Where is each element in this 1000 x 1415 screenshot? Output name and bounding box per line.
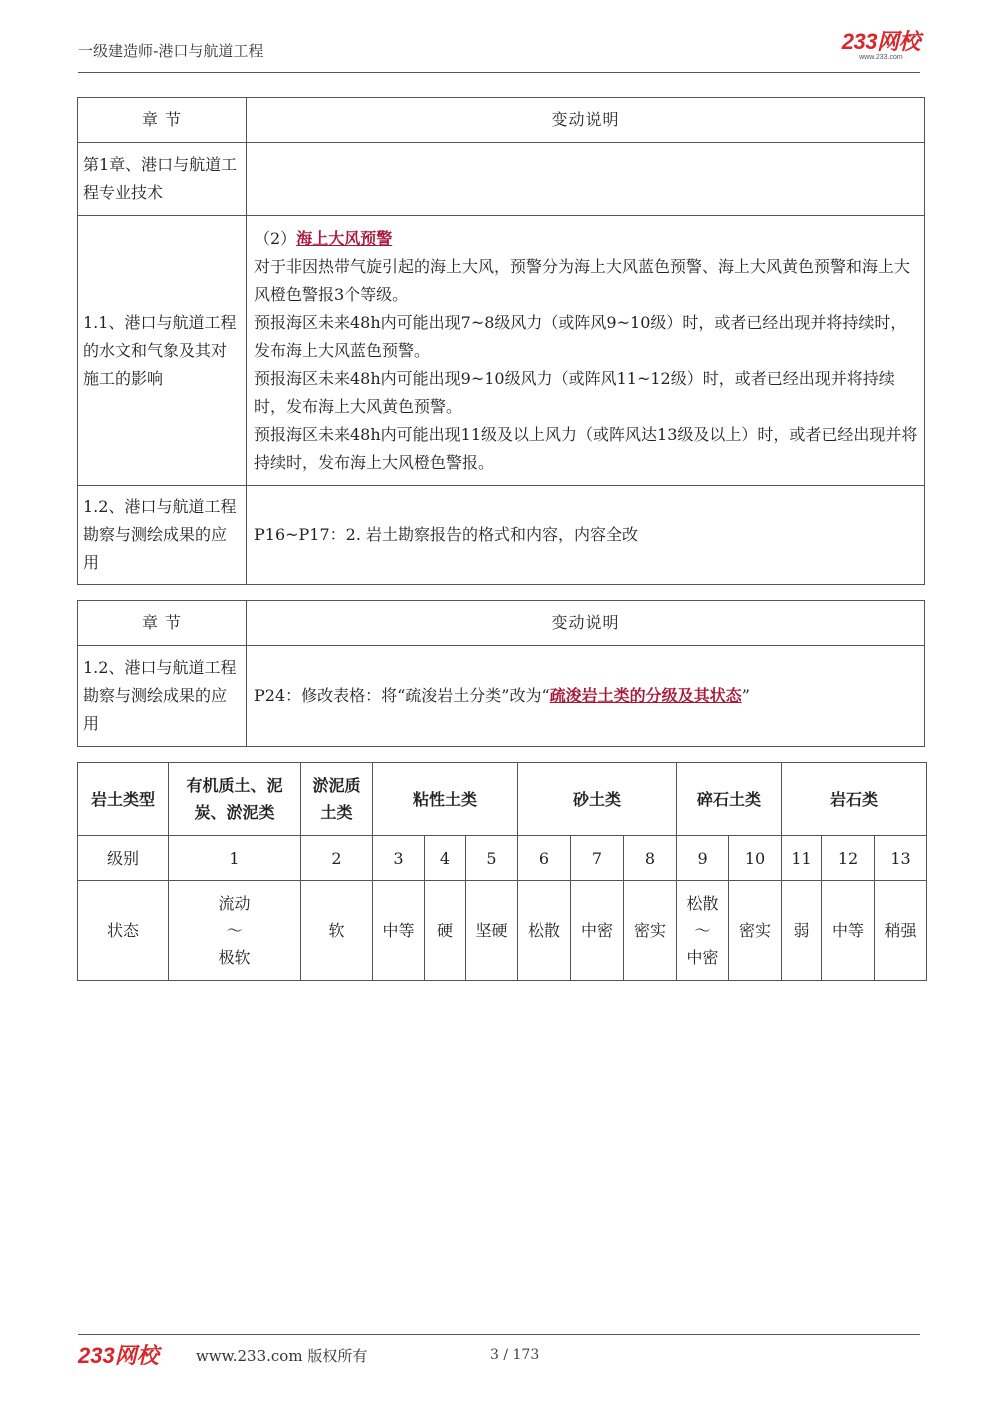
row-label-type: 岩土类型 [78, 763, 169, 836]
footer-copyright: www.233.com 版权所有 [196, 1347, 368, 1365]
soil-type-cell: 粘性土类 [373, 763, 518, 836]
paragraph: 预报海区未来48h内可能出现9~10级风力（或阵风11~12级）时，或者已经出现并将持续时，发布海上大风黄色预警。 [254, 368, 895, 416]
grade-cell: 1 [169, 836, 301, 881]
state-cell: 硬 [425, 881, 466, 981]
chapter-cell: 1.2、港口与航道工程勘察与测绘成果的应用 [78, 646, 247, 747]
row-label-state: 状态 [78, 881, 169, 981]
soil-type-cell: 岩石类 [782, 763, 927, 836]
table-header-row [78, 98, 925, 143]
state-cell: 软 [301, 881, 373, 981]
paragraph: 对于非因热带气旋引起的海上大风，预警分为海上大风蓝色预警、海上大风黄色预警和海上大风橙色警报3个等级。 [254, 256, 911, 304]
col-header-change: 变动说明 [247, 601, 925, 646]
row-label-grade: 级别 [78, 836, 169, 881]
state-cell: 松散 [518, 881, 571, 981]
soil-classification-table [77, 762, 927, 981]
chapter-cell: 第1章、港口与航道工程专业技术 [78, 143, 247, 216]
state-cell: 中等 [373, 881, 425, 981]
state-cell: 坚硬 [466, 881, 518, 981]
page-header [78, 30, 920, 73]
soil-type-cell: 砂土类 [518, 763, 677, 836]
change-cell [247, 143, 925, 216]
table-row [78, 486, 925, 585]
change-table-1 [77, 97, 925, 585]
grade-cell: 8 [624, 836, 677, 881]
col-header-chapter: 章 节 [78, 98, 247, 143]
grade-cell: 12 [822, 836, 875, 881]
state-cell: 弱 [782, 881, 822, 981]
change-cell: P16~P17：2. 岩土勘察报告的格式和内容，内容全改 [247, 486, 925, 585]
table-row [78, 646, 925, 747]
logo-url: www.233.com [859, 54, 903, 61]
col-header-chapter: 章 节 [78, 601, 247, 646]
grade-cell: 5 [466, 836, 518, 881]
grade-cell: 2 [301, 836, 373, 881]
grade-cell: 4 [425, 836, 466, 881]
table-row [78, 143, 925, 216]
grade-cell: 6 [518, 836, 571, 881]
table-row [78, 216, 925, 486]
grade-row [78, 836, 927, 881]
grade-cell: 7 [571, 836, 624, 881]
state-cell: 密实 [729, 881, 782, 981]
state-cell: 流动 ～ 极软 [169, 881, 301, 981]
col-header-change: 变动说明 [247, 98, 925, 143]
brand-logo [842, 30, 920, 62]
state-row [78, 881, 927, 981]
change-table-2 [77, 600, 925, 747]
chapter-cell: 1.1、港口与航道工程的水文和气象及其对施工的影响 [78, 216, 247, 486]
page-number: 3 / 173 [490, 1347, 540, 1363]
soil-type-cell: 淤泥质土类 [301, 763, 373, 836]
grade-cell: 3 [373, 836, 425, 881]
highlight-link[interactable]: 疏浚岩土类的分级及其状态 [549, 686, 742, 705]
soil-type-row [78, 763, 927, 836]
state-cell: 稍强 [875, 881, 927, 981]
change-cell: P24：修改表格：将“疏浚岩土分类”改为“疏浚岩土类的分级及其状态” [247, 646, 925, 747]
state-cell: 松散 ～ 中密 [677, 881, 729, 981]
soil-type-cell: 碎石土类 [677, 763, 782, 836]
state-cell: 中等 [822, 881, 875, 981]
header-title: 一级建造师-港口与航道工程 [78, 42, 264, 60]
grade-cell: 11 [782, 836, 822, 881]
highlight-link[interactable]: 海上大风预警 [296, 228, 393, 248]
footer-logo: 233网校 [78, 1343, 159, 1368]
logo-text: 233网校 [841, 29, 920, 54]
grade-cell: 13 [875, 836, 927, 881]
grade-cell: 9 [677, 836, 729, 881]
chapter-cell: 1.2、港口与航道工程勘察与测绘成果的应用 [78, 486, 247, 585]
soil-type-cell: 有机质土、泥炭、淤泥类 [169, 763, 301, 836]
subsection-heading: （2）海上大风预警 [254, 228, 393, 248]
state-cell: 中密 [571, 881, 624, 981]
change-cell [247, 216, 925, 486]
page-footer [78, 1334, 920, 1375]
grade-cell: 10 [729, 836, 782, 881]
paragraph: 预报海区未来48h内可能出现7~8级风力（或阵风9~10级）时，或者已经出现并将持续时，发布海上大风蓝色预警。 [254, 312, 907, 360]
table-header-row [78, 601, 925, 646]
paragraph: 预报海区未来48h内可能出现11级及以上风力（或阵风达13级及以上）时，或者已经出现并将持续时，发布海上大风橙色警报。 [254, 424, 918, 472]
state-cell: 密实 [624, 881, 677, 981]
